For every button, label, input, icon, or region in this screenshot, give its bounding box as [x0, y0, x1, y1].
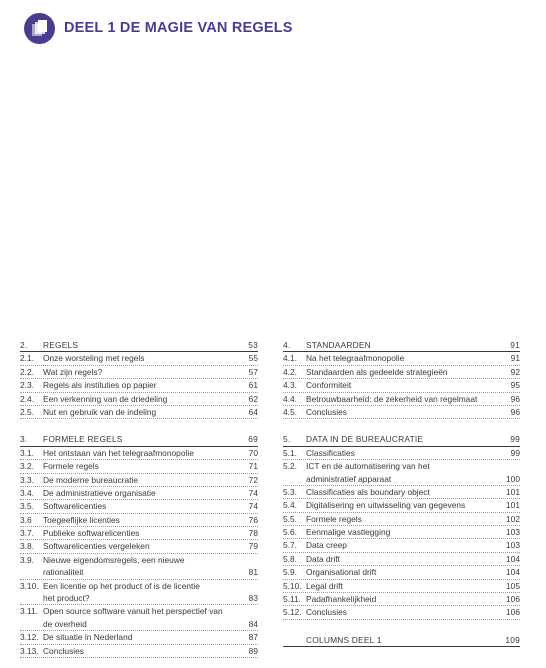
- toc-entry-title: Legal drift: [306, 580, 343, 591]
- toc-entry[interactable]: [20, 580, 258, 592]
- toc-entry-page: 106: [506, 594, 520, 605]
- toc-entry-page: 100: [506, 473, 520, 484]
- toc-entry[interactable]: [283, 580, 520, 593]
- toc-entry-title: STANDAARDEN: [306, 339, 371, 350]
- toc-entry[interactable]: [283, 447, 520, 460]
- toc-entry-number: 5.9.: [283, 567, 297, 578]
- toc-entry-number: 4.4.: [283, 393, 297, 404]
- toc-entry-page: 84: [248, 618, 258, 629]
- toc-entry[interactable]: [20, 605, 258, 617]
- toc-spacer: [20, 419, 258, 433]
- toc-entry-number: 5.: [283, 434, 291, 445]
- toc-entry-page: 102: [506, 513, 520, 524]
- toc-entry-title: Onze worsteling met regels: [43, 353, 145, 364]
- toc-entry-number: 3.5.: [20, 501, 34, 512]
- toc-entry[interactable]: [283, 473, 520, 486]
- toc-entry-page: 83: [248, 593, 258, 604]
- toc-entry[interactable]: [283, 379, 520, 392]
- toc-chapter-entry[interactable]: [20, 433, 258, 446]
- toc-entry[interactable]: [283, 513, 520, 526]
- toc-entry-page: 92: [510, 366, 520, 377]
- toc-entry[interactable]: [283, 406, 520, 419]
- toc-entry-title: Betrouwbaarheid: de zekerheid van regelmaat: [306, 393, 478, 404]
- toc-entry-page: 71: [248, 461, 258, 472]
- toc-entry-number: 3.12.: [20, 632, 39, 643]
- toc-entry-title: Regels als instituties op papier: [43, 380, 157, 391]
- toc-entry-title: Toegeeflijke licenties: [43, 514, 120, 525]
- toc-entry[interactable]: [20, 566, 258, 579]
- toc-entry[interactable]: [283, 393, 520, 406]
- toc-entry-title: Conclusies: [43, 645, 84, 656]
- toc-column-left: [20, 339, 258, 658]
- toc-entry-page: 76: [248, 514, 258, 525]
- toc-entry[interactable]: [283, 486, 520, 499]
- toc-spacer: [283, 620, 520, 634]
- toc-chapter-entry[interactable]: [283, 433, 520, 446]
- toc-entry-page: 69: [248, 434, 258, 445]
- toc-entry[interactable]: [283, 566, 520, 579]
- toc-entry-page: 91: [510, 339, 520, 350]
- toc-entry-number: 3.3.: [20, 474, 34, 485]
- toc-entry-title: Softwarelicenties: [43, 501, 107, 512]
- toc-entry-number: 5.7.: [283, 540, 297, 551]
- toc-entry-page: 104: [506, 567, 520, 578]
- toc-entry-title: Softwarelicenties vergeleken: [43, 541, 150, 552]
- toc-entry-title: Data drift: [306, 553, 340, 564]
- toc-entry-title: Een verkenning van de driedeling: [43, 393, 168, 404]
- toc-entry-page: 70: [248, 447, 258, 458]
- toc-entry[interactable]: [283, 593, 520, 606]
- toc-entry[interactable]: [20, 393, 258, 406]
- toc-entry-number: 3.13.: [20, 645, 39, 656]
- toc-entry-title: De situatie in Nederland: [43, 632, 133, 643]
- page-header: [24, 11, 293, 45]
- toc-entry-title: Het ontstaan van het telegraafmonopolie: [43, 447, 194, 458]
- toc-entry-title: Classificaties: [306, 447, 355, 458]
- toc-entry-number: 5.4.: [283, 500, 297, 511]
- toc-entry-page: 61: [248, 380, 258, 391]
- toc-entry-page: 99: [510, 434, 520, 445]
- toc-entry[interactable]: [20, 447, 258, 460]
- toc-entry[interactable]: [20, 631, 258, 644]
- book-logo-icon: [24, 13, 55, 44]
- toc-entry-page: 55: [248, 353, 258, 364]
- toc-entry-page: 109: [505, 634, 520, 645]
- toc-entry-page: 103: [506, 540, 520, 551]
- toc-entry[interactable]: [20, 474, 258, 487]
- toc-entry-page: 99: [510, 447, 520, 458]
- toc-spacer: [283, 419, 520, 433]
- toc-entry[interactable]: [20, 379, 258, 392]
- toc-entry-title: Formele regels: [43, 461, 99, 472]
- toc-entry[interactable]: [20, 527, 258, 540]
- page-title: DEEL 1 DE MAGIE VAN REGELS: [64, 20, 293, 36]
- toc-entry-page: 87: [248, 632, 258, 643]
- toc-entry-page: 57: [248, 366, 258, 377]
- toc-entry[interactable]: [20, 514, 258, 527]
- toc-entry-page: 89: [248, 645, 258, 656]
- toc-entry-number: 3.10.: [20, 580, 39, 591]
- toc-entry-page: 101: [506, 500, 520, 511]
- toc-entry[interactable]: [20, 487, 258, 500]
- toc-entry-number: 2.2.: [20, 366, 34, 377]
- toc-entry-title: Standaarden als gedeelde strategieën: [306, 366, 448, 377]
- toc-entry-title: Formele regels: [306, 513, 362, 524]
- toc-entry-title: Open source software vanuit het perspectief van: [43, 606, 223, 617]
- toc-entry-number: 3.9.: [20, 554, 34, 565]
- toc-entry-title: COLUMNS DEEL 1: [306, 634, 382, 645]
- toc-entry-number: 5.12.: [283, 607, 302, 618]
- toc-entry-number: 4.2.: [283, 366, 297, 377]
- toc-entry-title: ICT en de automatisering van het: [306, 461, 430, 472]
- toc-entry-number: 2.5.: [20, 406, 34, 417]
- toc-entry-number: 2.4.: [20, 393, 34, 404]
- toc-entry-number: 5.5.: [283, 513, 297, 524]
- toc-entry-page: 79: [248, 541, 258, 552]
- toc-entry[interactable]: [283, 460, 520, 472]
- toc-entry[interactable]: [283, 553, 520, 566]
- toc-entry-number: 3.: [20, 434, 28, 445]
- toc-entry-number: 2.: [20, 339, 28, 350]
- toc-entry-page: 104: [506, 553, 520, 564]
- toc-entry-page: 106: [506, 607, 520, 618]
- toc-entry-title: Eenmalige vastlegging: [306, 527, 391, 538]
- toc-entry-number: 4.5.: [283, 406, 297, 417]
- toc-entry-number: 5.2.: [283, 461, 297, 472]
- toc-entry-title: Na het telegraafmonopolie: [306, 353, 405, 364]
- toc-entry-page: 64: [248, 406, 258, 417]
- toc-entry[interactable]: [20, 406, 258, 419]
- toc-entry-page: 74: [248, 487, 258, 498]
- toc-entry[interactable]: [20, 592, 258, 605]
- toc-entry-page: 101: [506, 486, 520, 497]
- toc-entry-page: 105: [506, 580, 520, 591]
- toc-entry-title: Nieuwe eigendomsregels, een nieuwe: [43, 554, 185, 565]
- toc-entry-number: 5.1.: [283, 447, 297, 458]
- toc-entry[interactable]: [283, 352, 520, 365]
- toc-entry-title: Data creep: [306, 540, 347, 551]
- toc-entry-page: 74: [248, 501, 258, 512]
- toc-entry-title: Conclusies: [306, 406, 347, 417]
- toc-entry-number: 3.11.: [20, 606, 39, 617]
- toc-entry-title: het product?: [43, 593, 90, 604]
- toc-column-right: [283, 339, 520, 647]
- toc-entry-title: Organisational drift: [306, 567, 377, 578]
- toc-entry-page: 53: [248, 339, 258, 350]
- toc-entry-title: de overheid: [43, 618, 87, 629]
- toc-entry-title: Wat zijn regels?: [43, 366, 103, 377]
- toc-entry-title: Padafhankelijkheid: [306, 594, 377, 605]
- toc-entry[interactable]: [283, 606, 520, 619]
- toc-entry-page: 78: [248, 528, 258, 539]
- toc-chapter-entry[interactable]: [283, 339, 520, 352]
- toc-entry-page: 96: [510, 393, 520, 404]
- toc-entry-page: 103: [506, 527, 520, 538]
- toc-entry-title: Classificaties als boundary object: [306, 486, 430, 497]
- toc-entry-number: 5.3.: [283, 486, 297, 497]
- toc-entry[interactable]: [283, 366, 520, 379]
- toc-entry-title: Conformiteit: [306, 380, 352, 391]
- toc-entry[interactable]: [283, 499, 520, 512]
- toc-entry[interactable]: [20, 618, 258, 631]
- toc-entry[interactable]: [20, 460, 258, 473]
- toc-entry-title: De administratieve organisatie: [43, 487, 156, 498]
- toc-entry-title: Conclusies: [306, 607, 347, 618]
- toc-entry-number: 5.11.: [283, 594, 302, 605]
- toc-entry-title: administratief apparaat: [306, 473, 392, 484]
- toc-entry[interactable]: [20, 645, 258, 658]
- toc-entry-title: Een licentie op het product of is de licentie: [43, 580, 200, 591]
- toc-entry-title: Digitalisering en uitwisseling van gegevens: [306, 500, 466, 511]
- toc-entry-number: 3.1.: [20, 447, 34, 458]
- toc-entry-title: DATA IN DE BUREAUCRATIE: [306, 434, 424, 445]
- toc-entry-title: REGELS: [43, 339, 79, 350]
- toc-entry-number: 3.6: [20, 514, 32, 525]
- toc-entry[interactable]: [20, 500, 258, 513]
- toc-entry-number: 3.2.: [20, 461, 34, 472]
- toc-entry-title: De moderne bureaucratie: [43, 474, 138, 485]
- toc-entry-page: 81: [248, 567, 258, 578]
- toc-entry[interactable]: [283, 526, 520, 539]
- toc-entry-page: 91: [510, 353, 520, 364]
- toc-entry-number: 5.10.: [283, 580, 302, 591]
- toc-entry-title: rationaliteit: [43, 567, 84, 578]
- toc-entry[interactable]: [20, 352, 258, 365]
- toc-entry-number: 5.8.: [283, 553, 297, 564]
- toc-entry[interactable]: [20, 366, 258, 379]
- toc-entry-number: 2.1.: [20, 353, 34, 364]
- toc-entry[interactable]: [20, 554, 258, 566]
- toc-entry-page: 62: [248, 393, 258, 404]
- toc-entry-number: 5.6.: [283, 527, 297, 538]
- toc-entry-title: Publieke softwarelicenties: [43, 528, 140, 539]
- toc-entry-number: 4.1.: [283, 353, 297, 364]
- toc-entry-number: 4.3.: [283, 380, 297, 391]
- toc-entry[interactable]: [20, 540, 258, 553]
- toc-entry-page: 72: [248, 474, 258, 485]
- toc-entry-number: 3.7.: [20, 528, 34, 539]
- toc-entry-title: FORMELE REGELS: [43, 434, 123, 445]
- toc-chapter-entry[interactable]: [20, 339, 258, 352]
- toc-entry-number: 4.: [283, 339, 291, 350]
- toc-entry[interactable]: [283, 539, 520, 552]
- toc-entry-number: 3.4.: [20, 487, 34, 498]
- toc-entry-title: Nut en gebruik van de indeling: [43, 406, 157, 417]
- toc-entry-page: 96: [510, 406, 520, 417]
- toc-entry-number: 3.8.: [20, 541, 34, 552]
- toc-entry-number: 2.3.: [20, 380, 34, 391]
- toc-chapter-entry[interactable]: [283, 634, 520, 647]
- toc-entry-page: 95: [510, 380, 520, 391]
